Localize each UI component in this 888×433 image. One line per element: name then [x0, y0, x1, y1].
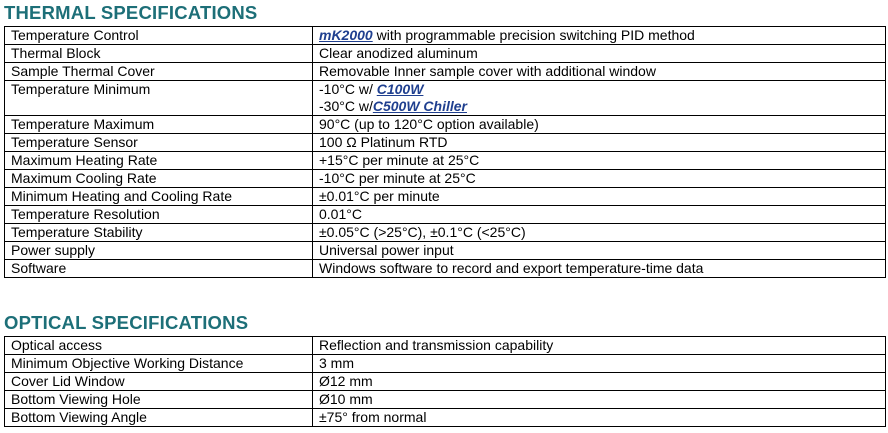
spec-value: Reflection and transmission capability [313, 337, 886, 355]
spec-label: Temperature Minimum [5, 81, 313, 116]
spec-value: 0.01°C [313, 206, 886, 224]
table-row [5, 242, 886, 260]
spec-label: Thermal Block [5, 45, 313, 63]
spec-value: 3 mm [313, 355, 886, 373]
spec-value: 90°C (up to 120°C option available) [313, 116, 886, 134]
spec-value-text: -30°C w/ [319, 98, 373, 114]
spec-value-text: -10°C w/ [319, 81, 377, 97]
spec-label: Bottom Viewing Hole [5, 391, 313, 409]
spec-value [313, 81, 886, 116]
spec-value [313, 27, 886, 45]
table-row [5, 260, 886, 278]
optical-specifications-table [4, 336, 886, 427]
table-row [5, 27, 886, 45]
thermal-specifications-heading: THERMAL SPECIFICATIONS [4, 2, 258, 23]
spec-label: Temperature Stability [5, 224, 313, 242]
table-row [5, 355, 886, 373]
table-row [5, 206, 886, 224]
spec-label: Temperature Resolution [5, 206, 313, 224]
table-row [5, 224, 886, 242]
spec-value-line [319, 81, 885, 98]
table-row [5, 373, 886, 391]
table-row [5, 152, 886, 170]
spec-label: Sample Thermal Cover [5, 63, 313, 81]
spec-value: Universal power input [313, 242, 886, 260]
spec-value-line [319, 98, 885, 115]
spec-label: Optical access [5, 337, 313, 355]
spec-value: Ø12 mm [313, 373, 886, 391]
spec-value: Clear anodized aluminum [313, 45, 886, 63]
table-row [5, 409, 886, 427]
c100w-link[interactable]: C100W [376, 81, 424, 97]
thermal-specifications-table [4, 26, 886, 278]
spec-label: Power supply [5, 242, 313, 260]
spec-value: -10°C per minute at 25°C [313, 170, 886, 188]
table-row [5, 170, 886, 188]
spec-value: ±75° from normal [313, 409, 886, 427]
spec-label: Maximum Heating Rate [5, 152, 313, 170]
table-row [5, 391, 886, 409]
spec-label: Maximum Cooling Rate [5, 170, 313, 188]
table-row [5, 116, 886, 134]
spec-label: Temperature Maximum [5, 116, 313, 134]
mk2000-link[interactable]: mK2000 [319, 27, 373, 43]
spec-label: Temperature Sensor [5, 134, 313, 152]
spec-value: Ø10 mm [313, 391, 886, 409]
spec-value-text: with programmable precision switching PID method [372, 27, 695, 43]
spec-value: 100 Ω Platinum RTD [313, 134, 886, 152]
table-row [5, 45, 886, 63]
table-row [5, 63, 886, 81]
spec-label: Software [5, 260, 313, 278]
spec-value: +15°C per minute at 25°C [313, 152, 886, 170]
table-row [5, 134, 886, 152]
table-row [5, 337, 886, 355]
spec-value: ±0.01°C per minute [313, 188, 886, 206]
spec-label: Temperature Control [5, 27, 313, 45]
spec-label: Bottom Viewing Angle [5, 409, 313, 427]
spec-label: Cover Lid Window [5, 373, 313, 391]
spec-value: Windows software to record and export temperature-time data [313, 260, 886, 278]
c500w-chiller-link[interactable]: C500W Chiller [372, 98, 467, 114]
table-row [5, 188, 886, 206]
spec-label: Minimum Objective Working Distance [5, 355, 313, 373]
spec-value: ±0.05°C (>25°C), ±0.1°C (<25°C) [313, 224, 886, 242]
table-row [5, 81, 886, 116]
spec-value: Removable Inner sample cover with additional window [313, 63, 886, 81]
optical-specifications-heading: OPTICAL SPECIFICATIONS [4, 312, 249, 333]
spec-label: Minimum Heating and Cooling Rate [5, 188, 313, 206]
